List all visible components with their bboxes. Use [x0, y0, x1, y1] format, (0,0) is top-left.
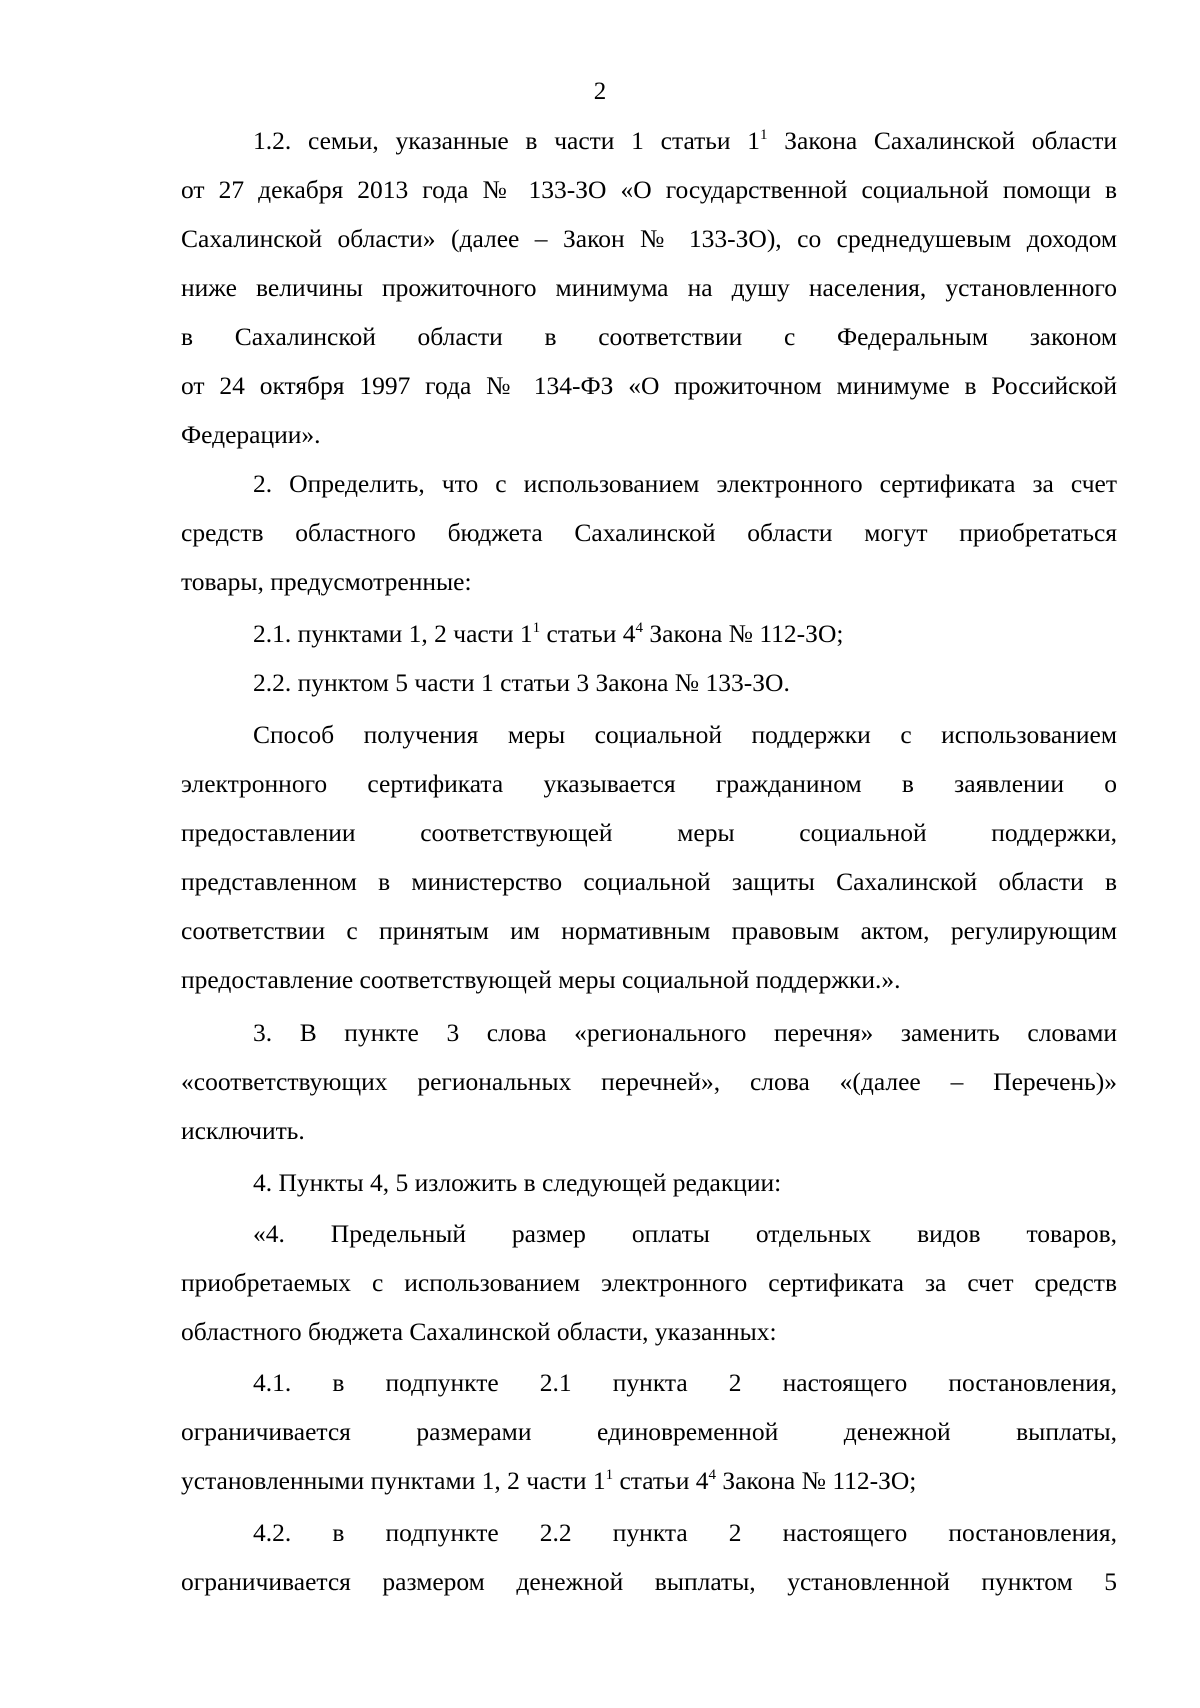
line-text: «соответствующих региональных перечней», слова «(далее – Перечень)»: [181, 1067, 1117, 1096]
line-text: средств областного бюджета Сахалинской области могут приобретаться: [181, 518, 1117, 547]
text-line: [181, 955, 1117, 1004]
text-line: [181, 808, 1117, 857]
line-text: ниже величины прожиточного минимума на душу населения, установленного: [181, 273, 1117, 302]
line-text: 4. Пункты 4, 5 изложить в следующей редакции:: [253, 1168, 782, 1197]
line-text: ограничивается размером денежной выплаты, установленной пунктом 5: [181, 1567, 1117, 1596]
line-text: 4.1. в подпункте 2.1 пункта 2 настоящего постановления,: [253, 1368, 1117, 1397]
text-line: [181, 165, 1117, 214]
line-text: статьи 4: [540, 619, 636, 648]
line-text: ограничивается размерами единовременной денежной выплаты,: [181, 1417, 1117, 1446]
line-text: Способ получения меры социальной поддержки с использованием: [253, 720, 1117, 749]
line-text: в Сахалинской области в соответствии с Федеральным законом: [181, 322, 1117, 351]
superscript: 1: [532, 620, 541, 636]
text-line: [181, 361, 1117, 410]
line-text: Закона № 112-ЗО;: [715, 1466, 917, 1495]
text-line: [181, 1258, 1117, 1307]
line-text: представленном в министерство социальной защиты Сахалинской области в: [181, 867, 1117, 896]
superscript: 4: [635, 620, 644, 636]
text-line: [181, 410, 1117, 459]
line-text: предоставлении соответствующей меры социальной поддержки,: [181, 818, 1117, 847]
text-line: [181, 1358, 1117, 1407]
text-line: [181, 1057, 1117, 1106]
line-text: 2.1. пунктами 1, 2 части 1: [253, 619, 533, 648]
line-text: 4.2. в подпункте 2.2 пункта 2 настоящего постановления,: [253, 1518, 1117, 1547]
text-line: [181, 1106, 1117, 1155]
line-text: Сахалинской области» (далее – Закон № 133-ЗО), со среднедушевым доходом: [181, 224, 1117, 253]
text-line: [181, 609, 1117, 658]
line-text: исключить.: [181, 1116, 305, 1145]
line-text: «4. Предельный размер оплаты отдельных видов товаров,: [253, 1219, 1117, 1248]
line-text: Федерации».: [181, 420, 321, 449]
text-line: [181, 1158, 1117, 1207]
line-text: 1.2. семьи, указанные в части 1 статьи 1: [253, 126, 761, 155]
text-line: [181, 263, 1117, 312]
superscript: 4: [708, 1467, 716, 1483]
page-number: 2: [593, 78, 607, 105]
line-text: от 27 декабря 2013 года № 133-ЗО «О государственной социальной помощи в: [181, 175, 1117, 204]
text-line: [181, 214, 1117, 263]
text-line: [181, 312, 1117, 361]
text-line: [181, 1008, 1117, 1057]
line-text: Закона Сахалинской области: [767, 126, 1117, 155]
line-text: статьи 4: [613, 1466, 709, 1495]
line-text: соответствии с принятым им нормативным правовым актом, регулирующим: [181, 916, 1117, 945]
superscript: 1: [760, 127, 768, 143]
line-text: 2.2. пунктом 5 части 1 статьи 3 Закона № 133-ЗО.: [253, 668, 790, 697]
text-line: [181, 1307, 1117, 1356]
text-line: [181, 557, 1117, 606]
superscript: 1: [605, 1467, 614, 1483]
line-text: товары, предусмотренные:: [181, 567, 472, 596]
line-text: предоставление соответствующей меры социальной поддержки.».: [181, 965, 901, 994]
text-line: [181, 906, 1117, 955]
line-text: приобретаемых с использованием электронного сертификата за счет средств: [181, 1268, 1117, 1297]
text-line: [181, 508, 1117, 557]
text-line: [181, 710, 1117, 759]
text-line: [181, 1557, 1117, 1606]
text-line: [181, 658, 1117, 707]
line-text: электронного сертификата указывается гражданином в заявлении о: [181, 769, 1117, 798]
document-body: [181, 116, 1117, 1606]
line-text: 2. Определить, что с использованием электронного сертификата за счет: [253, 469, 1117, 498]
text-line: [181, 1508, 1117, 1557]
text-line: [181, 459, 1117, 508]
line-text: от 24 октября 1997 года № 134-ФЗ «О прожиточном минимуме в Российской: [181, 371, 1117, 400]
line-text: Закона № 112-ЗО;: [643, 619, 844, 648]
text-line: [181, 1407, 1117, 1456]
text-line: [181, 1209, 1117, 1258]
line-text: областного бюджета Сахалинской области, указанных:: [181, 1317, 777, 1346]
line-text: 3. В пункте 3 слова «регионального перечня» заменить словами: [253, 1018, 1117, 1047]
text-line: [181, 857, 1117, 906]
text-line: [181, 759, 1117, 808]
line-text: установленными пунктами 1, 2 части 1: [181, 1466, 606, 1495]
text-line: [181, 116, 1117, 165]
text-line: [181, 1456, 1117, 1505]
